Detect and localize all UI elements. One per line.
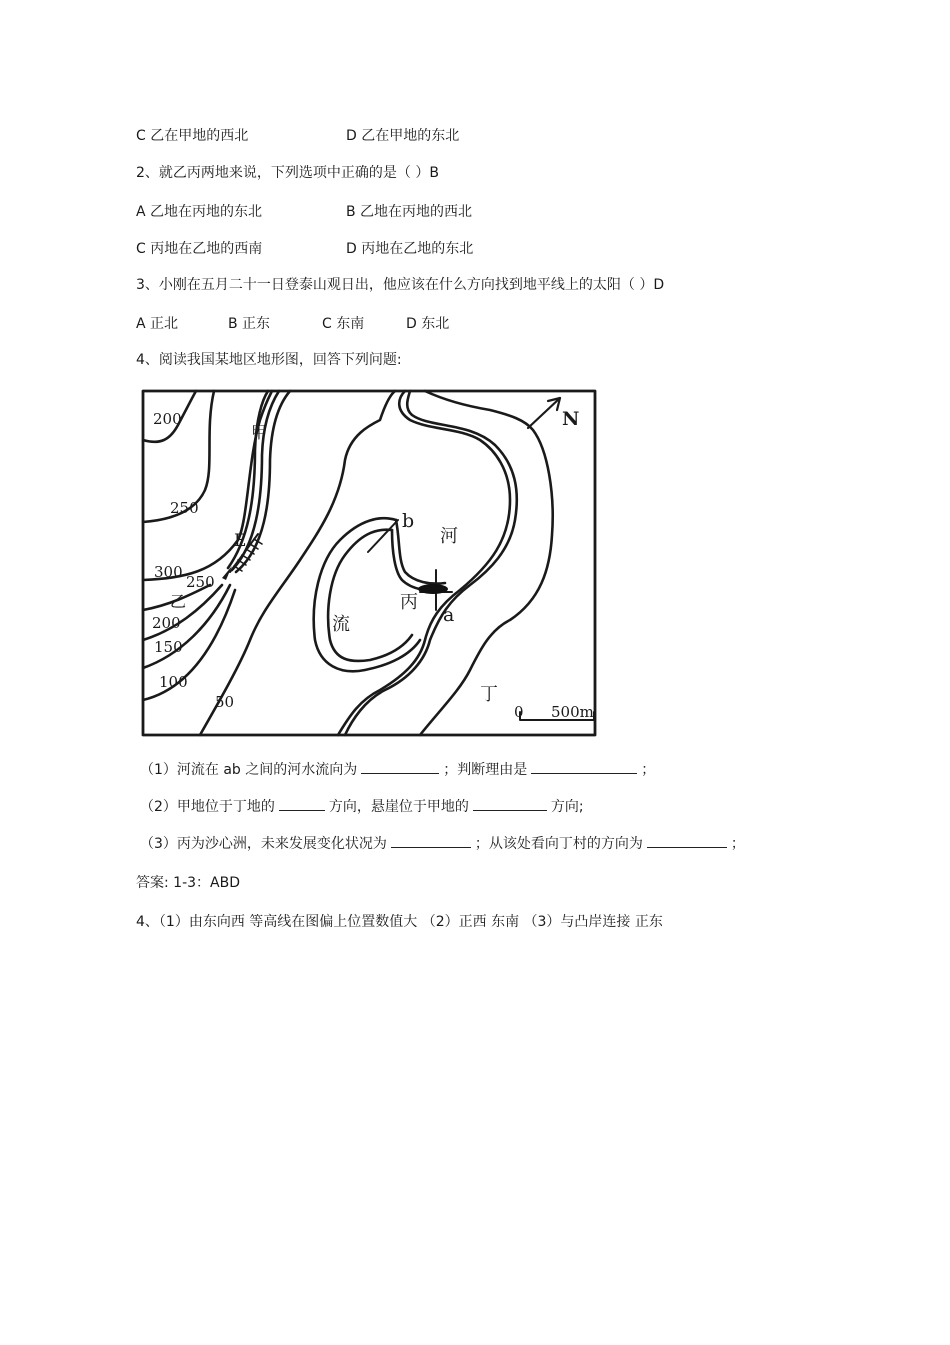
point-label-a: a — [443, 604, 455, 626]
contour-label-100: 100 — [159, 673, 188, 691]
answer-line-1: 答案: 1-3：ABD — [136, 875, 240, 891]
q2-option-d: D 丙地在乙地的东北 — [346, 241, 474, 257]
q4-sub3-text-c: ； — [730, 836, 745, 852]
q1-option-c: C 乙在甲地的西北 — [136, 128, 249, 144]
answer-line-2: 4、（1）由东向西 等高线在图偏上位置数值大 （2）正西 东南 （3）与凸岸连接 正东 — [136, 914, 663, 930]
river-label-liu: 流 — [332, 614, 350, 635]
river-label-he: 河 — [440, 526, 458, 547]
north-arrow — [528, 398, 560, 428]
place-label-bing: 丙 — [400, 592, 418, 613]
q3-option-a: A 正北 — [136, 316, 179, 332]
place-label-yi: 乙 — [170, 592, 187, 611]
place-label-jia: 甲 — [251, 423, 268, 442]
q4-sub3-blank-1[interactable] — [391, 833, 471, 848]
topographic-map — [138, 386, 600, 740]
q4-sub1-blank-2[interactable] — [531, 759, 637, 774]
contour-label-250b: 250 — [186, 573, 215, 591]
contour-label-200: 200 — [153, 410, 182, 428]
q4-sub3-text-a: （3）丙为沙心洲，未来发展变化状况为 — [140, 836, 387, 852]
scale-label-0: 0 — [514, 703, 524, 721]
contour-line — [200, 391, 395, 735]
q4-sub1-text-a: （1）河流在 ab 之间的河水流向为 — [140, 762, 358, 778]
q4-stem: 4、阅读我国某地区地形图，回答下列问题: — [136, 352, 402, 368]
q4-sub1-text-c: ； — [641, 762, 656, 778]
q4-sub1 — [140, 759, 655, 780]
q4-sub2 — [140, 796, 584, 817]
q2-option-b: B 乙地在丙地的西北 — [346, 204, 473, 220]
q3-option-d: D 东北 — [406, 316, 450, 332]
q2-option-c: C 丙地在乙地的西南 — [136, 241, 263, 257]
q4-sub2-text-a: （2）甲地位于丁地的 — [140, 799, 275, 815]
place-label-ding: 丁 — [480, 684, 498, 705]
cliff-label-e: E — [234, 531, 247, 551]
q4-sub3 — [140, 833, 745, 854]
q1-option-d: D 乙在甲地的东北 — [346, 128, 460, 144]
q3-stem: 3、小刚在五月二十一日登泰山观日出，他应该在什么方向找到地平线上的太阳（ ）D — [136, 277, 665, 293]
q2-stem: 2、就乙丙两地来说，下列选项中正确的是（ ）B — [136, 165, 439, 181]
q3-option-b: B 正东 — [228, 316, 271, 332]
q3-option-c: C 东南 — [322, 316, 365, 332]
contour-label-50: 50 — [215, 693, 235, 711]
q4-sub2-blank-2[interactable] — [473, 796, 547, 811]
q2-option-a: A 乙地在丙地的东北 — [136, 204, 263, 220]
q4-sub2-blank-1[interactable] — [279, 796, 325, 811]
q4-sub1-text-b: ；判断理由是 — [443, 762, 528, 778]
contour-label-250: 250 — [170, 499, 199, 517]
point-label-b: b — [402, 510, 415, 532]
sandbar-bing — [418, 584, 448, 594]
q4-sub3-blank-2[interactable] — [647, 833, 727, 848]
north-label: N — [562, 408, 580, 430]
q4-sub1-blank-1[interactable] — [361, 759, 439, 774]
q4-sub2-text-b: 方向，悬崖位于甲地的 — [328, 799, 469, 815]
q4-sub2-text-c: 方向; — [550, 799, 584, 815]
contour-label-200b: 200 — [152, 614, 181, 632]
q4-sub3-text-b: ；从该处看向丁村的方向为 — [474, 836, 643, 852]
contour-label-300: 300 — [154, 563, 183, 581]
contour-label-150: 150 — [154, 638, 183, 656]
scale-label-500m: 500m — [551, 703, 594, 721]
